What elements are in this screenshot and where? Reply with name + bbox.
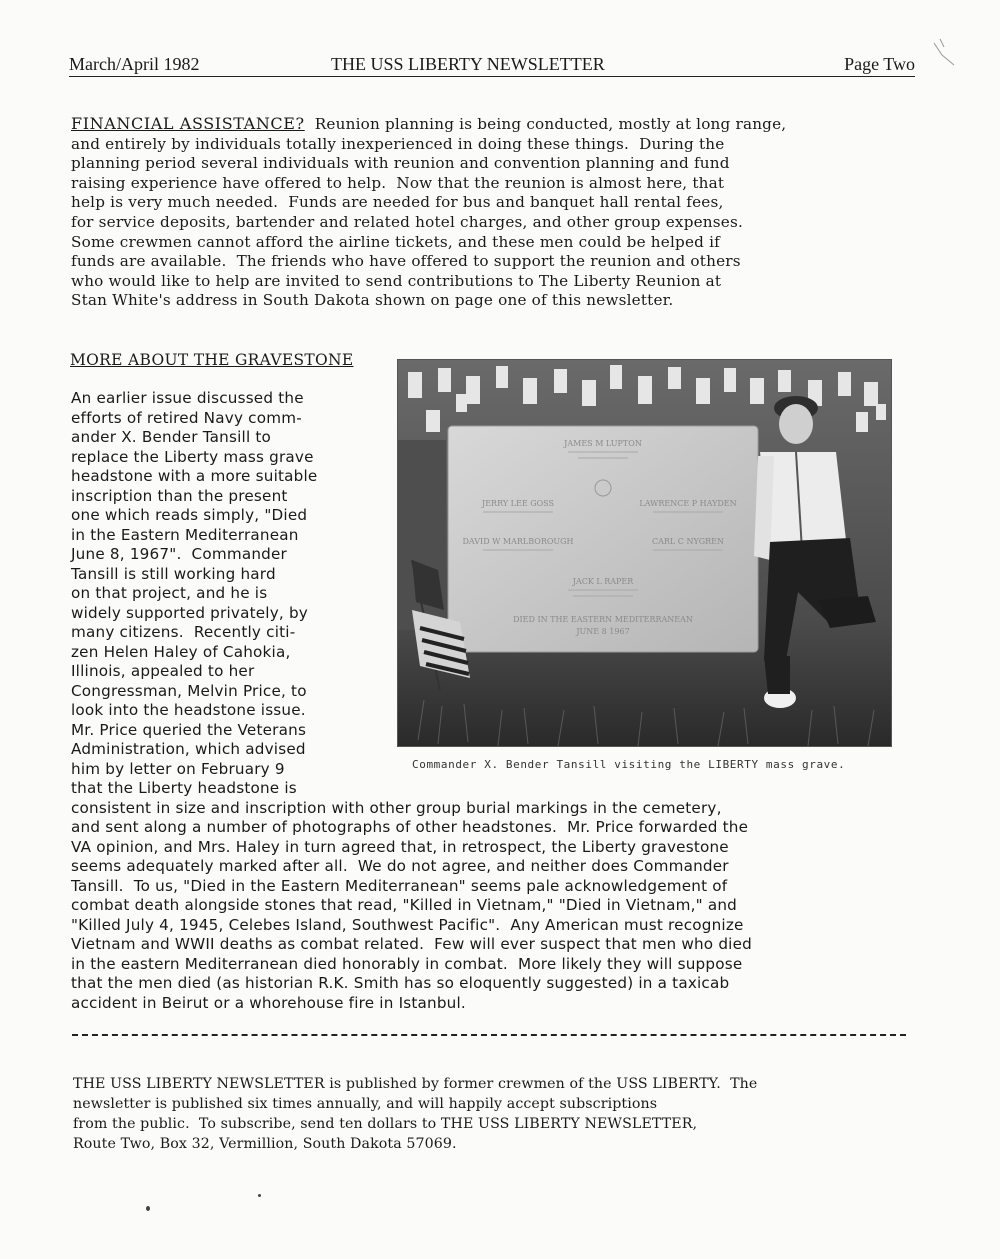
financial-body: and entirely by individuals totally inexperienced in doing these things. During the planning period several individuals with reunion and convention planning and fund raising experience have offered to help. Now that the reunion is almost here, that help is very much needed. Funds are needed for bus and banquet hall rental fees, for service deposits, bartender and related hotel charges, and other group expenses. Some crewmen cannot afford the airline tickets, and these men could be helped if funds are available. The friends who have offered to support the reunion and others who would like to help are invited to send contributions to The Liberty Reunion at Stan White's address in South Dakota shown on page one of this newsletter. (71, 134, 743, 310)
stone-inscription-1: DIED IN THE EASTERN MEDITERRANEAN (513, 615, 693, 624)
page-number: Page Two (844, 54, 915, 74)
gravestone-heading: MORE ABOUT THE GRAVESTONE (70, 351, 354, 369)
stone-top-name: JAMES M LUPTON (564, 439, 642, 448)
photo-caption: Commander X. Bender Tansill visiting the LIBERTY mass grave. (412, 758, 846, 771)
stone-right-name-2: CARL C NYGREN (652, 537, 724, 546)
financial-assistance-article (71, 114, 931, 311)
stone-right-name-1: LAWRENCE P HAYDEN (639, 499, 737, 508)
stone-inscription-2: JUNE 8 1967 (576, 627, 630, 636)
speck (146, 1206, 150, 1211)
speck (258, 1194, 261, 1197)
page-corner-mark (930, 35, 960, 75)
gravestone-body: An earlier issue discussed the efforts of retired Navy comm- ander X. Bender Tansill to replace the Liberty mass grave headstone with a more suitable inscription than the present one which reads simply, "Died in the Eastern Mediterranean June 8, 1967". Commander Tansill is still working hard on that project, and he is widely supported privately, by many citizens. Recently citi- zen Helen Haley of Cahokia, Illinois, appealed to her Congressman, Melvin Price, to look into the headstone issue. Mr. Price queried the Veterans Administration, which advised him by letter on February 9 that the Liberty headstone is consistent in size and inscription with other group burial markings in the cemetery, and sent along a number of photographs of other headstones. Mr. Price forwarded the VA opinion, and Mrs. Haley in turn agreed that, in retrospect, the Liberty gravestone seems adequately marked after all. We do not agree, and neither does Commander Tansill. To us, "Died in the Eastern Mediterranean" seems pale acknowledgement of combat death alongside stones that read, "Killed in Vietnam," "Died in Vietnam," and "Killed July 4, 1945, Celebes Island, Southwest Pacific". Any American must recognize Vietnam and WWII deaths as combat related. Few will ever suspect that men who died in the eastern Mediterranean died honorably in combat. More likely they will suppose that the men died (as historian R.K. Smith has so eloquently suggested) in a taxicab accident in Beirut or a whorehouse fire in Istanbul. (71, 389, 752, 1012)
section-divider (72, 1034, 906, 1048)
gravestone-photo (397, 359, 892, 747)
newsletter-title: THE USS LIBERTY NEWSLETTER (331, 54, 605, 74)
issue-date: March/April 1982 (69, 54, 200, 74)
stone-left-name-1: JERRY LEE GOSS (482, 499, 554, 508)
financial-assistance-heading: FINANCIAL ASSISTANCE? (71, 114, 305, 133)
stone-center-name: JACK L RAPER (572, 577, 634, 586)
financial-first-line: Reunion planning is being conducted, mostly at long range, (304, 115, 787, 133)
running-header (69, 54, 915, 77)
publication-notice: THE USS LIBERTY NEWSLETTER is published by former crewmen of the USS LIBERTY. The newsletter is published six times annually, and will happily accept subscriptions from the public. To subscribe, send ten dollars to THE USS LIBERTY NEWSLETTER, Route Two, Box 32, Vermillion, South Dakota 57069. (73, 1076, 758, 1152)
stone-left-name-2: DAVID W MARLBOROUGH (462, 537, 574, 546)
